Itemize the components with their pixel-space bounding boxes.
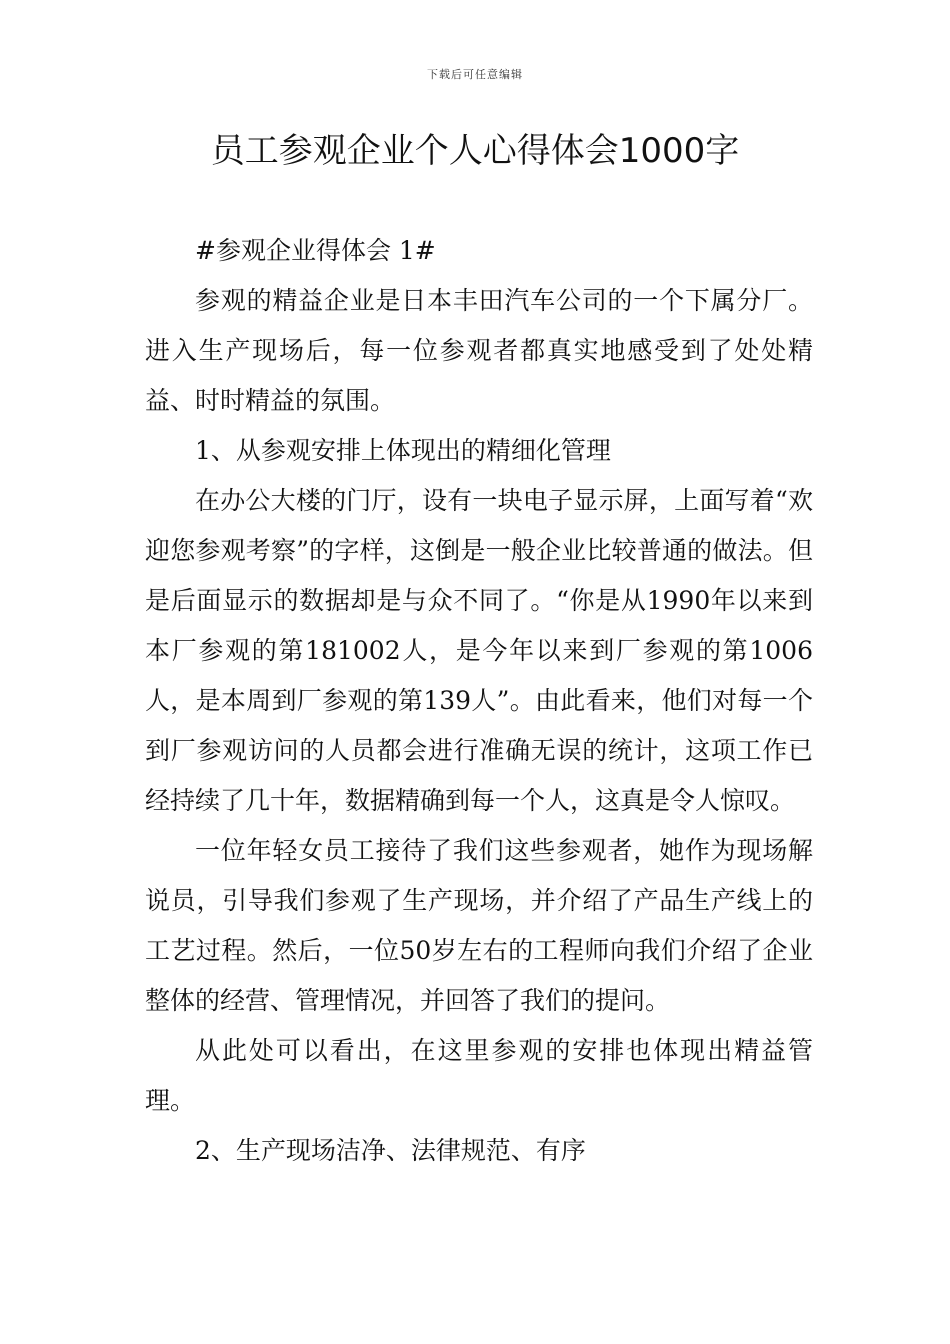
document-body — [145, 226, 813, 1176]
header-note: 下载后可任意编辑 — [427, 68, 523, 81]
paragraph: 参观的精益企业是日本丰田汽车公司的一个下属分厂。进入生产现场后，每一位参观者都真实地感受到了处处精益、时时精益的氛围。 — [145, 286, 813, 415]
paragraph: 在办公大楼的门厅，设有一块电子显示屏，上面写着“欢迎您参观考察”的字样，这倒是一般企业比较普通的做法。但是后面显示的数据却是与众不同了。“你是从1990年以来到本厂参观的第181002人，是今年以来到厂参观的第1006人，是本周到厂参观的第139人”。由此看来，他们对每一个到厂参观访问的人员都会进行准确无误的统计，这项工作已经持续了几十年，数据精确到每一个人，这真是令人惊叹。 — [145, 486, 813, 815]
document-title: 员工参观企业个人心得体会1000字 — [210, 131, 740, 171]
paragraph: 从此处可以看出，在这里参观的安排也体现出精益管理。 — [145, 1036, 813, 1115]
paragraph-subheading: 2、生产现场洁净、法律规范、有序 — [195, 1136, 586, 1165]
paragraph-section-heading: #参观企业得体会 1# — [195, 236, 436, 265]
paragraph: 一位年轻女员工接待了我们这些参观者，她作为现场解说员，引导我们参观了生产现场，并介绍了产品生产线上的工艺过程。然后，一位50岁左右的工程师向我们介绍了企业整体的经营、管理情况，并回答了我们的提问。 — [145, 836, 813, 1015]
paragraph-subheading: 1、从参观安排上体现出的精细化管理 — [195, 436, 611, 465]
